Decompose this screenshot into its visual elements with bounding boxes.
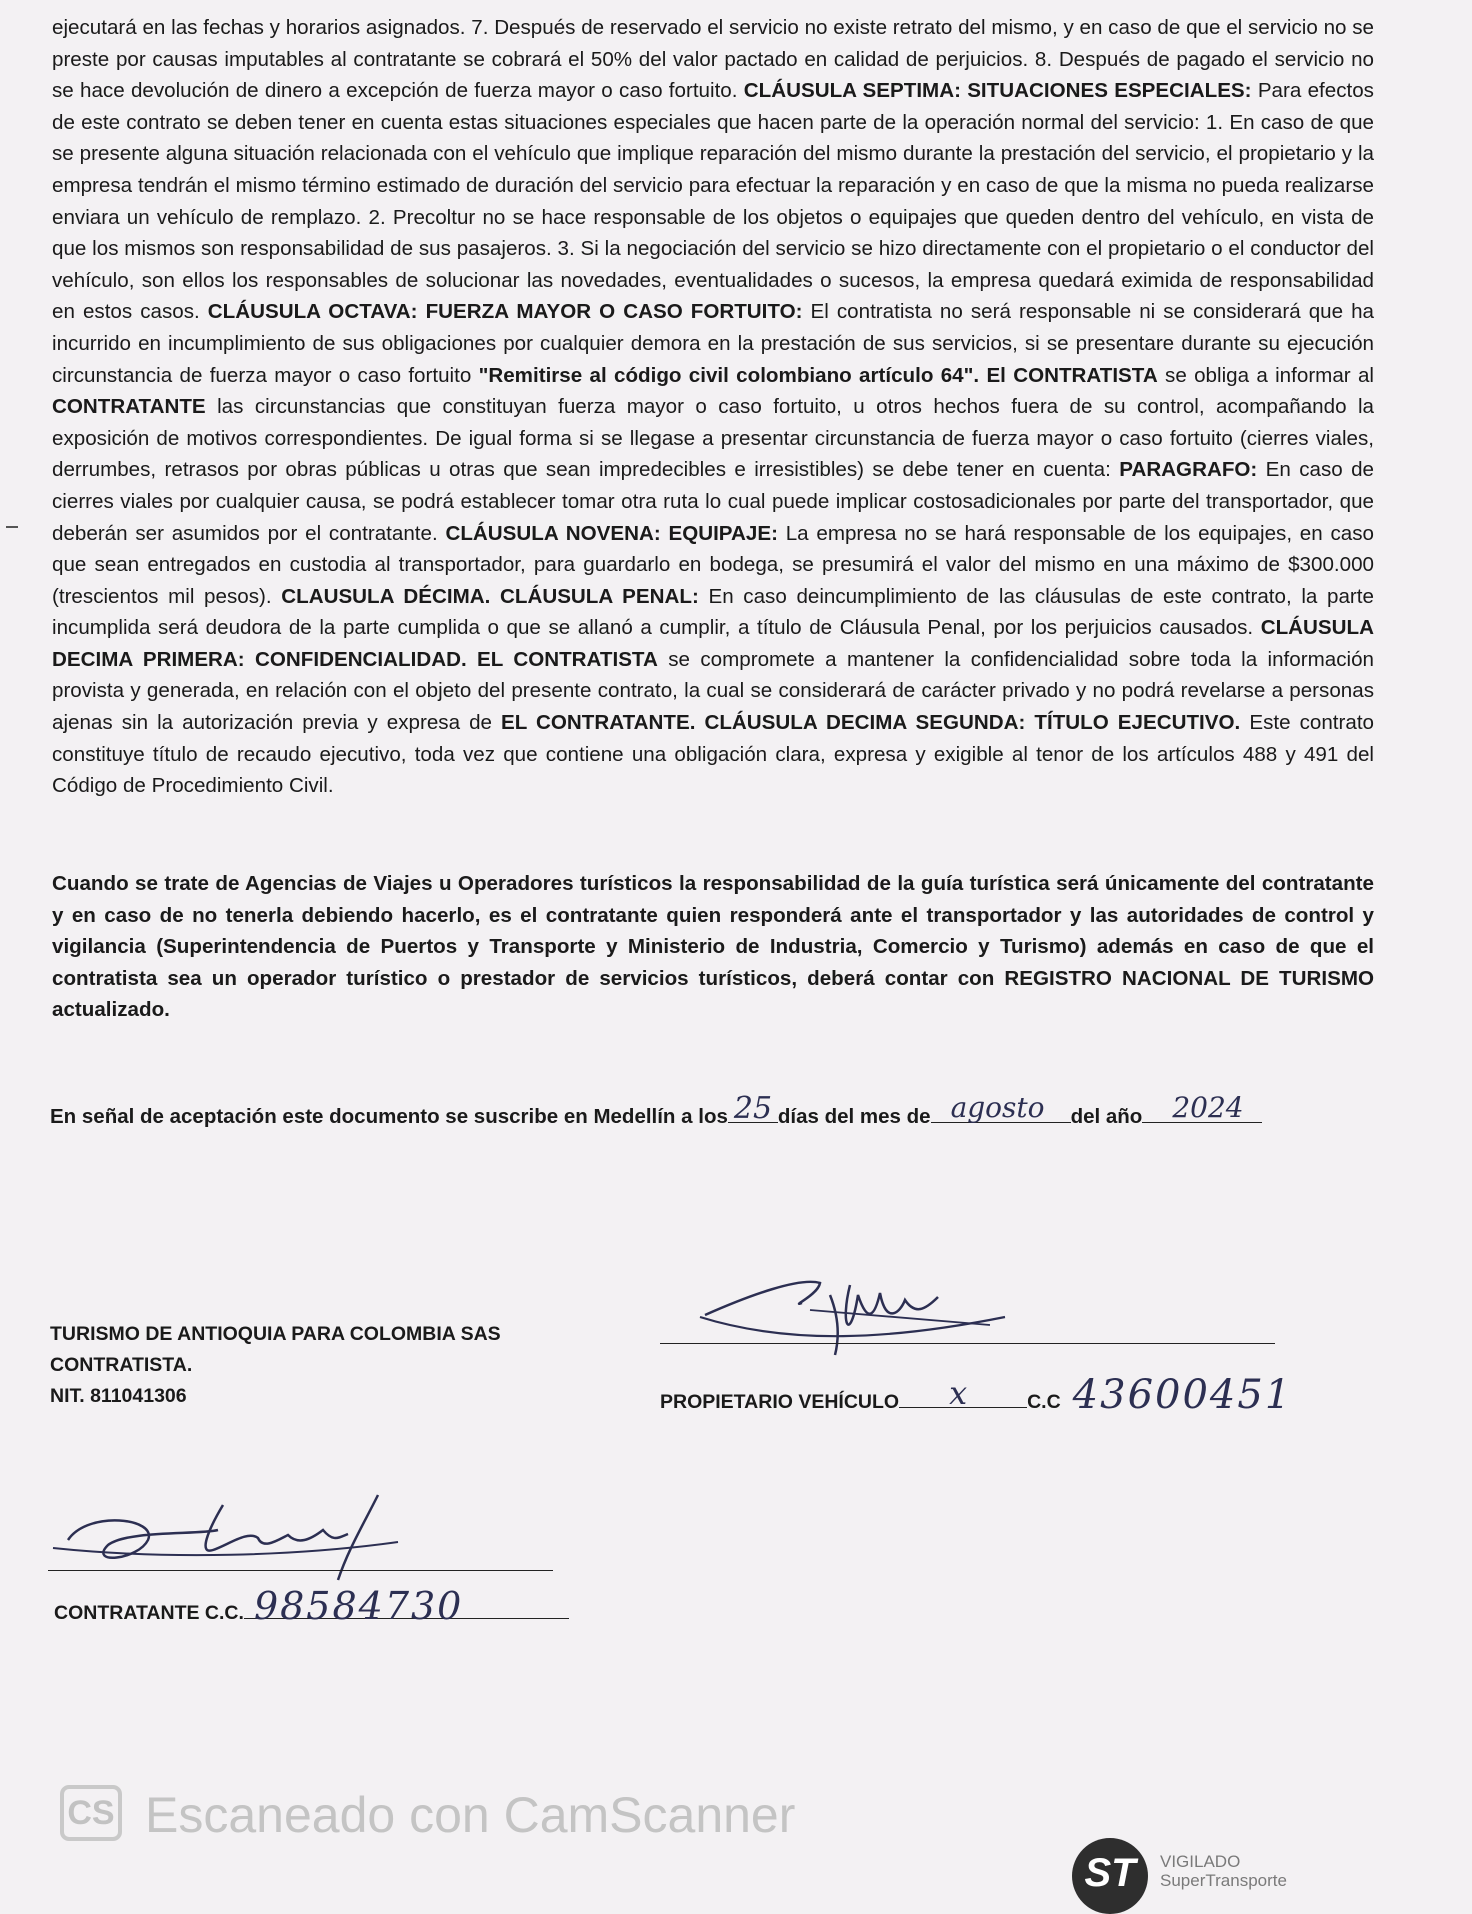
clause-heading-12: EL CONTRATANTE. CLÁUSULA DECIMA SEGUNDA: TÍTULO EJECUTIVO.: [501, 711, 1241, 735]
owner-handwritten-mark: x: [949, 1374, 968, 1412]
owner-cc-handwritten: 43600451: [1072, 1372, 1293, 1418]
owner-label: PROPIETARIO VEHÍCULO: [660, 1391, 900, 1413]
party-name: CONTRATANTE: [52, 395, 206, 419]
client-cc-blank: [244, 1584, 569, 1628]
owner-blank: [899, 1374, 1027, 1412]
client-cc-handwritten: 98584730: [253, 1584, 464, 1628]
owner-signature-line: [660, 1343, 1275, 1344]
owner-signature: [690, 1255, 1030, 1375]
day-handwritten: 25: [733, 1091, 773, 1126]
clause-text: El contratista no será responsable ni se considerará que ha incurrido en incumplimiento de sus obligaciones por cualquier demora en la prestación de sus servicios, si se presentare durante su ejecución circunstancia de fuerza mayor o caso fortuito: [52, 300, 1375, 387]
client-signature-line: [48, 1570, 553, 1571]
contractor-nit: NIT. 811041306: [50, 1385, 187, 1407]
acceptance-mid-2: del año: [1070, 1105, 1143, 1128]
month-handwritten: agosto: [950, 1091, 1045, 1124]
clause-text: La empresa no se hará responsable de los equipajes, en caso que sean entregados en custodia al transportador, para guardarlo en bodega, se presumirá el valor del mismo en una máximo de $300.000 (trescientos mil pesos).: [52, 521, 1374, 608]
contractor-role: CONTRATISTA.: [50, 1354, 193, 1376]
acceptance-mid-1: días del mes de: [777, 1105, 931, 1128]
vigilado-label: [1160, 1852, 1287, 1890]
clause-heading-8: CLÁUSULA OCTAVA: FUERZA MAYOR O CASO FORTUITO:: [207, 300, 803, 324]
vigilado-text: VIGILADO: [1160, 1852, 1241, 1871]
contractor-name: TURISMO DE ANTIOQUIA PARA COLOMBIA SAS: [50, 1323, 501, 1345]
clause-text: Este contrato constituye título de recaudo ejecutivo, toda vez que contiene una obligación clara, expresa y exigible al tenor de los artículos 488 y 491 del Código de Procedimiento Civil.: [52, 711, 1374, 798]
clause-text: las circunstancias que constituyan fuerza mayor o caso fortuito, u otros hechos fuera de su control, acompañando la exposición de motivos correspondientes. De igual forma si se llegase a presentar circunstancia de fuerza mayor o caso fortuito (cierres viales, derrumbes, retrasos por obras públicas u otras que sean impredecibles e irresistibles) se debe tener en cuenta:: [52, 395, 1374, 482]
acceptance-line: [50, 1091, 1390, 1129]
tourism-agencies-paragraph: Cuando se trate de Agencias de Viajes u Operadores turísticos la responsabilidad de la guía turística será únicamente del contratante y en caso de no tenerla debiendo hacerlo, es el contratante quien responderá ante el transportador y las autoridades de control y vigilancia (Superintendencia de Puertos y Transporte y Ministerio de Industria, Comercio y Turismo) además en caso de que el contratista sea un operador turístico o prestador de servicios turísticos, deberá contar con REGISTRO NACIONAL DE TURISMO actualizado.: [52, 872, 1374, 1022]
year-blank: [1142, 1091, 1262, 1124]
clause-heading-9: CLÁUSULA NOVENA: EQUIPAJE:: [445, 521, 778, 545]
paragraph-heading: PARAGRAFO:: [1119, 458, 1258, 482]
clause-text: Para efectos de este contrato se deben tener en cuenta estas situaciones especiales que hacen parte de la operación normal del servicio: 1. En caso de que se presente alguna situación relacionada con el vehículo que implique reparación del mismo durante la prestación del servicio, el propietario y la empresa tendrán el mismo término estimado de duración del servicio para efectuar la reparación y en caso de que la misma no pueda realizarse enviara un vehículo de remplazo. 2. Precoltur no se hace responsable de los objetos o equipajes que queden dentro del vehículo, en vista de que los mismos son responsabilidad de sus pasajeros. 3. Si la negociación del servicio se hizo directamente con el propietario o el conductor del vehículo, son ellos los responsables de solucionar las novedades, eventualidades o sucesos, la empresa quedará eximida de responsabilidad en estos casos.: [52, 79, 1374, 324]
client-block: [54, 1584, 569, 1629]
client-label: CONTRATANTE C.C.: [54, 1602, 244, 1624]
margin-mark: [6, 526, 18, 528]
supertransporte-logo-icon: ST: [1072, 1838, 1148, 1914]
client-signature: [48, 1490, 468, 1590]
owner-block: [660, 1372, 1293, 1418]
clause-text: En caso deincumplimiento de las cláusulas de este contrato, la parte incumplida será deudora de la parte cumplida o que se allanó a cumplir, a título de Cláusula Penal, por los perjuicios causados.: [52, 584, 1374, 640]
civil-code-reference: "Remitirse al código civil colombiano artículo 64".: [478, 363, 980, 387]
camscanner-logo-icon: CS: [60, 1785, 122, 1841]
clause-text: ejecutará en las fechas y horarios asignados. 7. Después de reservado el servicio no existe retrato del mismo, y en caso de que el servicio no se preste por causas imputables al contratante se cobrará el 50% del valor pactado en calidad de perjuicios. 8. Después de pagado el servicio no se hace devolución de dinero a excepción de fuerza mayor o caso fortuito.: [52, 16, 1374, 103]
clause-heading-10: CLAUSULA DÉCIMA. CLÁUSULA PENAL:: [281, 584, 699, 608]
day-blank: [728, 1091, 778, 1126]
clause-text: se obliga a informar al: [1165, 363, 1374, 387]
party-name: El CONTRATISTA: [986, 363, 1158, 387]
acceptance-lead: En señal de aceptación este documento se suscribe en Medellín a los: [50, 1105, 728, 1128]
clause-heading-7: CLÁUSULA SEPTIMA: SITUACIONES ESPECIALES:: [743, 79, 1252, 103]
contract-clauses-paragraph: [52, 12, 1374, 802]
month-blank: [931, 1091, 1071, 1124]
contractor-block: [50, 1319, 501, 1412]
clause-text: En caso de cierres viales por cualquier causa, se podrá establecer tomar otra ruta lo cual puede implicar costosadicionales por parte del transportador, que deberán ser asumidos por el contratante.: [52, 458, 1374, 545]
camscanner-watermark: Escaneado con CamScanner: [145, 1787, 796, 1843]
clause-heading-11: CLÁUSULA DECIMA PRIMERA: CONFIDENCIALIDAD. EL CONTRATISTA: [52, 616, 1374, 671]
supertransporte-text: SuperTransporte: [1160, 1871, 1287, 1890]
owner-cc-blank: [1061, 1372, 1293, 1418]
year-handwritten: 2024: [1172, 1091, 1244, 1124]
clause-text: se compromete a mantener la confidencialidad sobre toda la información provista y generada, en relación con el objeto del presente contrato, la cual se considerará de carácter privado y no podrá revelarse a personas ajenas sin la autorización previa y expresa de: [52, 647, 1374, 735]
owner-cc-label: C.C: [1027, 1391, 1061, 1413]
